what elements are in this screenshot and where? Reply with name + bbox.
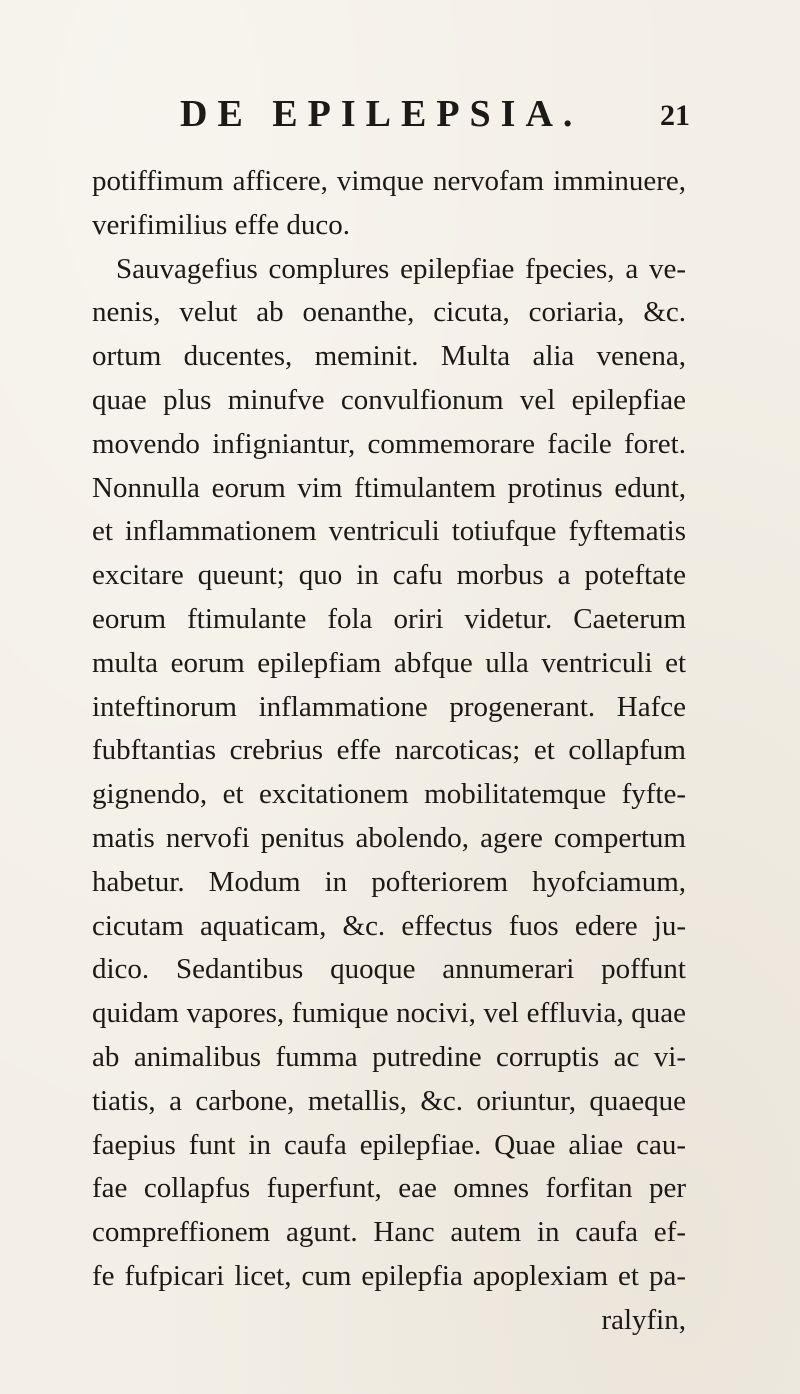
text-line: tiatis, a carbone, metallis, &c. oriuntur, quaeque xyxy=(92,1084,686,1117)
body-text xyxy=(92,160,686,1343)
text-line: ab animalibus fumma putredine corruptis ac vi- xyxy=(92,1040,686,1073)
text-line: faepius funt in caufa epilepfiae. Quae aliae cau- xyxy=(92,1128,686,1161)
text-line: potiffimum afficere, vimque nervofam imminuere, xyxy=(92,165,686,197)
text-line: Sauvagefius complures epilepfiae fpecies, a ve- xyxy=(116,252,686,285)
text-line: et inflammationem ventriculi totiufque fyftematis xyxy=(92,515,686,548)
text-line: fubftantias crebrius effe narcoticas; et collapfum xyxy=(92,734,686,767)
running-title: DE EPILEPSIA. xyxy=(180,93,583,135)
text-line: inteftinorum inflammatione progenerant. Hafce xyxy=(92,690,686,723)
running-head xyxy=(0,92,800,136)
text-line: multa eorum epilepfiam abfque ulla ventriculi et xyxy=(92,646,686,679)
text-line: ortum ducentes, meminit. Multa alia venena, xyxy=(92,340,686,373)
page-number: 21 xyxy=(660,99,690,132)
text-line: dico. Sedantibus quoque annumerari poffunt xyxy=(92,953,686,986)
catchword-line: ralyfin, xyxy=(601,1303,686,1336)
text-line: habetur. Modum in pofteriorem hyofciamum, xyxy=(92,865,686,898)
text-line: matis nervofi penitus abolendo, agere compertum xyxy=(92,821,686,854)
text-line: nenis, velut ab oenanthe, cicuta, coriaria, &c. xyxy=(92,296,686,329)
text-line: gignendo, et excitationem mobilitatemque fyfte- xyxy=(92,778,686,811)
text-line: cicutam aquaticam, &c. effectus fuos edere ju- xyxy=(92,909,686,942)
text-line: compreffionem agunt. Hanc autem in caufa ef- xyxy=(92,1216,686,1249)
text-line: quidam vapores, fumique nocivi, vel effluvia, quae xyxy=(92,997,686,1030)
text-line: eorum ftimulante fola oriri videtur. Caeterum xyxy=(92,602,686,635)
text-line: quae plus minufve convulfionum vel epilepfiae xyxy=(92,383,686,416)
text-line: fe fufpicari licet, cum epilepfia apoplexiam et pa- xyxy=(92,1259,686,1292)
text-line: movendo infigniantur, commemorare facile foret. xyxy=(92,427,686,460)
text-line: excitare queunt; quo in cafu morbus a poteftate xyxy=(92,559,686,592)
text-line: fae collapfus fuperfunt, eae omnes forfitan per xyxy=(92,1172,686,1205)
text-line: Nonnulla eorum vim ftimulantem protinus edunt, xyxy=(92,471,686,504)
text-line: verifimilius effe duco. xyxy=(92,208,350,241)
